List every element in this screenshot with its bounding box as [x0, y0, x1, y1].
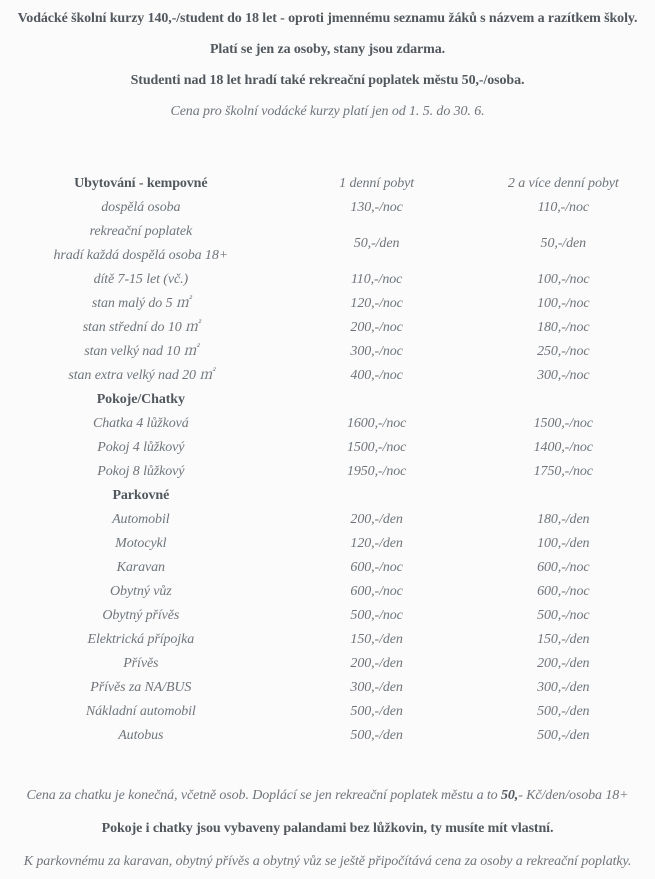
price-2-day: 1500,-/noc [533, 416, 593, 431]
price-1-day: 1600,-/noc [346, 416, 407, 431]
note-cabin-price-amount: 50, [500, 788, 519, 803]
table-row [0, 460, 655, 484]
table-row [0, 700, 655, 724]
price-1-day: 400,-/noc [350, 368, 403, 383]
intro-line-school-courses: Vodácké školní kurzy 140,-/student do 18 let - oproti jmennému seznamu žáků s názvem a razítkem školy. [17, 11, 638, 26]
section-label-parking: Parkovné [112, 488, 170, 503]
price-table [0, 172, 655, 748]
price-1-day: 120,-/noc [350, 296, 403, 311]
table-row [0, 508, 655, 532]
price-2-day: 300,-/den [537, 680, 590, 695]
price-1-day: 600,-/noc [350, 560, 403, 575]
price-2-day: 250,-/noc [537, 344, 590, 359]
section-label-rooms-cabins: Pokoje/Chatky [96, 392, 185, 407]
row-label: dítě 7-15 let (vč.) [93, 272, 189, 287]
row-label: Obytný vůz [110, 584, 172, 599]
row-label: Nákladní automobil [85, 704, 196, 719]
price-2-day: 180,-/den [537, 512, 590, 527]
price-1-day: 50,-/den [353, 236, 400, 251]
price-1-day: 500,-/den [350, 704, 403, 719]
price-2-day: 1400,-/noc [533, 440, 593, 455]
row-label: Přívěs [123, 656, 159, 671]
price-1-day: 200,-/den [350, 656, 403, 671]
price-1-day: 110,-/noc [350, 272, 403, 287]
price-1-day: 200,-/noc [350, 320, 403, 335]
price-1-day: 130,-/noc [350, 200, 403, 215]
price-2-day: 600,-/noc [537, 584, 590, 599]
table-header-row [0, 172, 655, 196]
price-1-day: 120,-/den [350, 536, 403, 551]
price-2-day: 600,-/noc [537, 560, 590, 575]
section-row [0, 388, 655, 412]
row-label: Pokoj 4 lůžkový [97, 440, 185, 455]
empty-cell [282, 388, 472, 412]
price-2-day: 110,-/noc [537, 200, 589, 215]
footer-notes [0, 787, 655, 871]
table-row [0, 364, 655, 388]
intro-line-validity: Cena pro školní vodácké kurzy platí jen od 1. 5. do 30. 6. [170, 104, 485, 119]
note-bedding: Pokoje i chatky jsou vybaveny palandami bez lůžkovin, ty musíte mít vlastní. [101, 821, 554, 836]
header-category: Ubytování - kempovné [74, 176, 208, 191]
table-row [0, 676, 655, 700]
table-row [0, 556, 655, 580]
row-label: stan velký nad 10 ㎡ [84, 344, 198, 359]
price-2-day: 300,-/noc [537, 368, 590, 383]
intro-line-students-over-18: Studenti nad 18 let hradí také rekreační poplatek městu 50,-/osoba. [130, 73, 525, 88]
price-1-day: 1950,-/noc [346, 464, 407, 479]
row-label: Pokoj 8 lůžkový [97, 464, 185, 479]
price-2-day: 100,-/noc [537, 272, 590, 287]
row-label: Obytný přívěs [102, 608, 180, 623]
note-cabin-price: Cena za chatku je konečná, včetně osob. Doplácí se jen rekreační poplatek městu a to 50,- Kč/den/osoba 18+ [26, 788, 629, 803]
empty-cell [472, 484, 655, 508]
price-1-day: 600,-/noc [350, 584, 403, 599]
intro-section [0, 10, 655, 121]
price-2-day: 500,-/den [537, 704, 590, 719]
price-2-day: 1750,-/noc [533, 464, 593, 479]
row-label: Automobil [112, 512, 170, 527]
table-row [0, 604, 655, 628]
table-row [0, 628, 655, 652]
table-row [0, 724, 655, 748]
intro-line-persons-only: Platí se jen za osoby, stany jsou zdarma. [209, 42, 446, 57]
price-2-day: 180,-/noc [537, 320, 590, 335]
row-label: Elektrická přípojka [87, 632, 195, 647]
header-1-day: 1 denní pobyt [339, 176, 415, 191]
table-row [0, 412, 655, 436]
empty-cell [282, 484, 472, 508]
row-label: Přívěs za NA/BUS [90, 680, 192, 695]
price-1-day: 300,-/den [350, 680, 403, 695]
row-label: Motocykl [115, 536, 167, 551]
price-1-day: 300,-/noc [350, 344, 403, 359]
empty-cell [472, 388, 655, 412]
price-2-day: 500,-/den [537, 728, 590, 743]
price-2-day: 200,-/den [537, 656, 590, 671]
row-label: stan extra velký nad 20 ㎡ [68, 368, 214, 383]
row-label: Autobus [118, 728, 164, 743]
price-1-day: 200,-/den [350, 512, 403, 527]
price-2-day: 500,-/noc [537, 608, 590, 623]
row-label: dospělá osoba [101, 200, 181, 215]
price-1-day: 500,-/noc [350, 608, 403, 623]
price-1-day: 150,-/den [350, 632, 403, 647]
table-row [0, 652, 655, 676]
price-2-day: 100,-/noc [537, 296, 590, 311]
price-2-day: 50,-/den [540, 236, 587, 251]
row-label: Chatka 4 lůžková [93, 416, 189, 431]
table-row [0, 316, 655, 340]
row-label: Karavan [116, 560, 165, 575]
table-row [0, 532, 655, 556]
row-label: rekreační poplatek hradí každá dospělá osoba 18+ [53, 224, 229, 263]
table-row [0, 196, 655, 220]
header-2-plus-days: 2 a více denní pobyt [507, 176, 619, 191]
section-row [0, 484, 655, 508]
table-row [0, 580, 655, 604]
note-parking-extra: K parkovnému za karavan, obytný přívěs a obytný vůz se ještě připočítává cena za osoby a rekreační poplatky. [23, 854, 632, 869]
table-row [0, 220, 655, 268]
row-label: stan malý do 5 ㎡ [91, 296, 190, 311]
table-row [0, 292, 655, 316]
price-1-day: 500,-/den [350, 728, 403, 743]
table-row [0, 268, 655, 292]
row-label: stan střední do 10 ㎡ [82, 320, 199, 335]
price-2-day: 100,-/den [537, 536, 590, 551]
table-row [0, 436, 655, 460]
price-2-day: 150,-/den [537, 632, 590, 647]
table-row [0, 340, 655, 364]
price-1-day: 1500,-/noc [346, 440, 407, 455]
